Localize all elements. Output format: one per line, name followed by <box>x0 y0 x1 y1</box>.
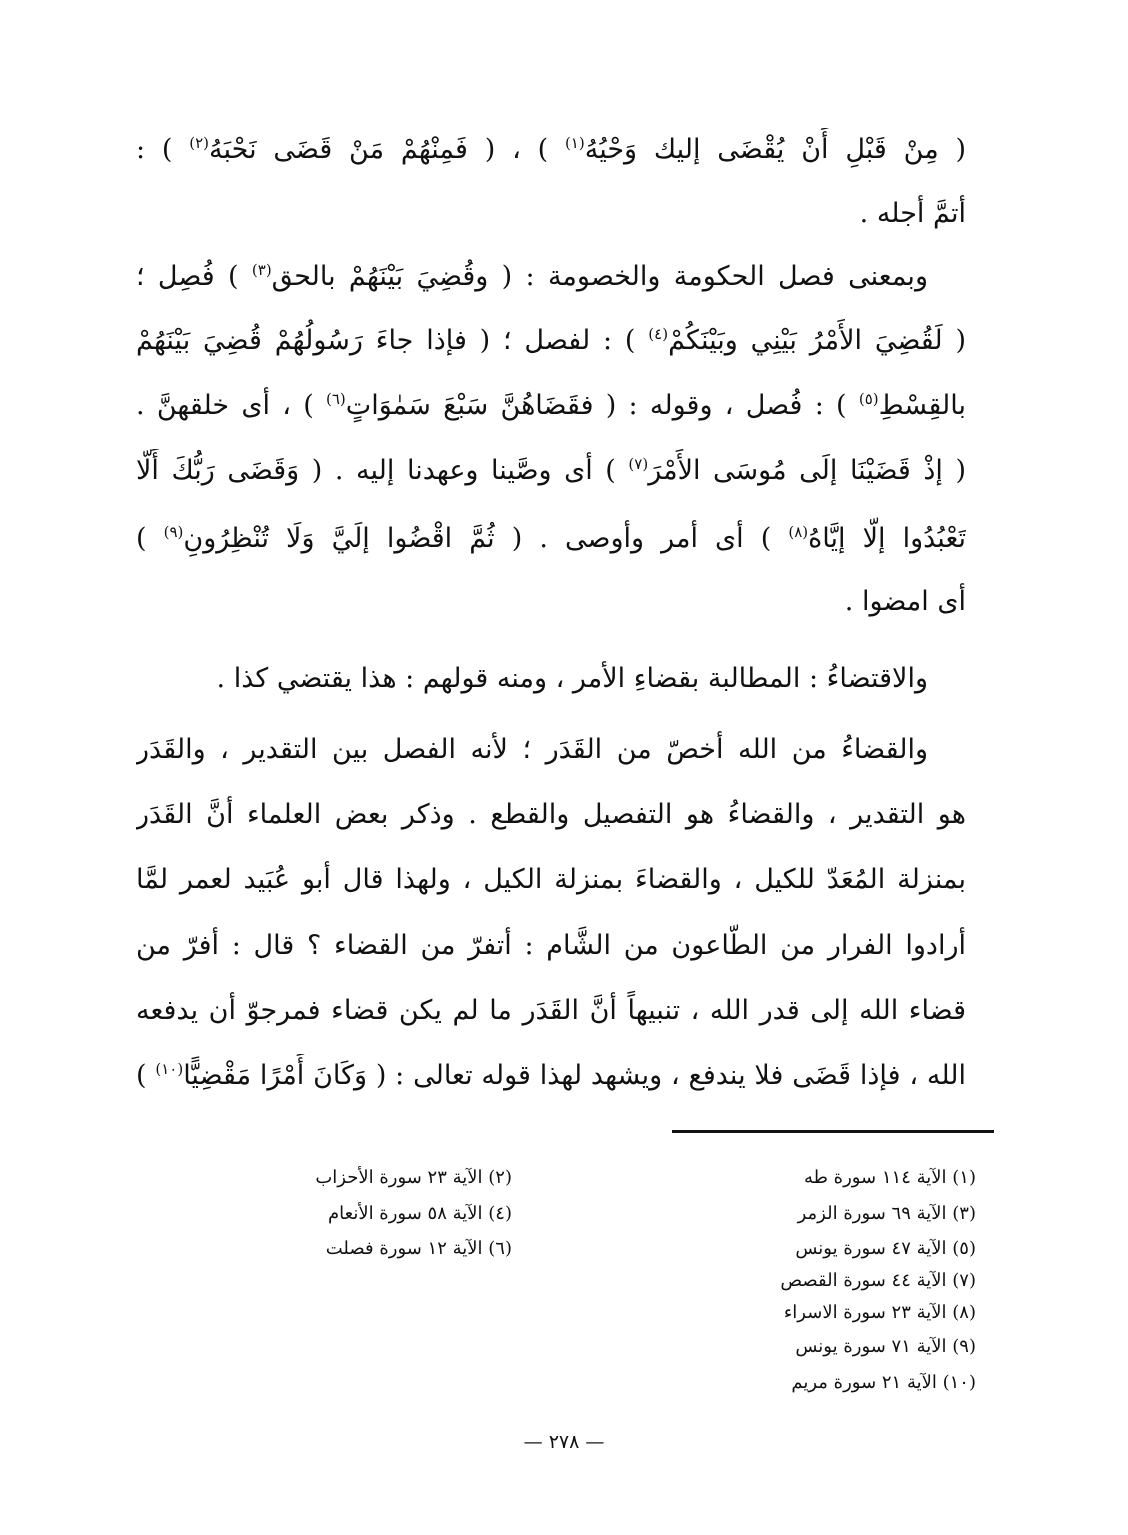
body-line-11 <box>136 793 966 837</box>
line-text: ) أى أمر وأوصى . ( ثُمَّ اقْضُوا إلَيَّ وَلَا تُنْظِرُونِ <box>183 523 772 554</box>
body-line-7 <box>136 517 966 561</box>
body-line-2 <box>136 192 966 236</box>
line-text: ) فُصِل ؛ <box>136 261 239 292</box>
footnote: (٩) الآية ٧١ سورة يونس <box>795 1336 976 1357</box>
line-text: ) : لفصل ؛ ( فإذا جاءَ رَسُولُهُمْ قُضِيَ بَيْنَهُمْ <box>136 325 636 356</box>
body-line-3 <box>136 255 966 299</box>
footnote: (٥) الآية ٤٧ سورة يونس <box>795 1238 976 1259</box>
footnote: (١٠) الآية ٢١ سورة مريم <box>791 1372 976 1393</box>
footnote-ref: (٧) <box>628 455 649 473</box>
line-text: ) : فُصل ، وقوله : ( فقَضَاهُنَّ سَبْعَ سَمٰوَاتٍ <box>345 390 847 421</box>
footnote: (٢) الآية ٢٣ سورة الأحزاب <box>315 1167 512 1188</box>
line-text: ( إذْ قَضَيْنَا إلَى مُوسَى الأَمْرَ <box>648 455 966 486</box>
page-number: — ٢٧٨ — <box>523 1431 605 1453</box>
line-text: ( لَقُضِيَ الأَمْرُ بَيْنِي وبَيْنَكُمْ <box>668 325 966 356</box>
line-text: والقضاءُ من الله أخصّ من القَدَر ؛ لأنه الفصل بين التقدير ، والقَدَر <box>136 734 928 765</box>
line-text: ) : <box>136 134 173 165</box>
body-line-15 <box>136 1054 966 1098</box>
body-line-8 <box>136 580 966 624</box>
footnote-ref: (٢) <box>189 134 210 152</box>
line-text: ) ، أى خلقهنَّ . <box>136 390 314 421</box>
footnote: (٦) الآية ١٢ سورة فصلت <box>325 1238 512 1259</box>
line-text: بالقِسْطِ <box>878 390 966 421</box>
footnote-ref: (١) <box>564 134 585 152</box>
footnote: (٤) الآية ٥٨ سورة الأنعام <box>328 1203 512 1224</box>
body-line-13 <box>136 924 966 968</box>
footnote: (٧) الآية ٤٤ سورة القصص <box>780 1270 976 1291</box>
footnote-ref: (٩) <box>163 523 184 541</box>
line-text: بمنزلة المُعَدّ للكيل ، والقضاءَ بمنزلة الكيل ، ولهذا قال أبو عُبَيد لعمر لمَّا <box>136 864 966 895</box>
line-text: قضاء الله إلى قدر الله ، تنبيهاً أنَّ القَدَر ما لم يكن قضاء فمرجوّ أن يدفعه <box>136 995 966 1026</box>
footnote-ref: (٣) <box>251 261 272 279</box>
line-text: وبمعنى فصل الحكومة والخصومة : ( وقُضِيَ بَيْنَهُمْ بالحق <box>271 261 928 292</box>
line-text: ( مِنْ قَبْلِ أَنْ يُقْضَى إليك وَحْيُهُ <box>584 134 966 165</box>
line-text: ) <box>136 1060 147 1091</box>
body-line-4 <box>136 319 966 363</box>
body-line-1 <box>136 128 966 172</box>
body-line-9 <box>136 657 966 701</box>
line-text: ) أى وصَّينا وعهدنا إليه . ( وَقَضَى رَبُّكَ أَلَّا <box>136 455 616 486</box>
footnote-ref: (٨) <box>788 523 809 541</box>
line-text: هو التقدير ، والقضاءُ هو التفصيل والقطع . وذكر بعض العلماء أنَّ القَدَر <box>136 799 966 830</box>
line-text: الله ، فإذا قَضَى فلا يندفع ، ويشهد لهذا قوله تعالى : ( وَكَانَ أَمْرًا مَقْضِيًّا <box>183 1060 966 1091</box>
line-text: ) ، ( فَمِنْهُمْ مَنْ قَضَى نَحْبَهُ <box>209 134 549 165</box>
body-line-5 <box>136 384 966 428</box>
footnote-ref: (٦) <box>326 390 346 408</box>
body-line-10 <box>136 728 966 772</box>
line-text: أى امضوا . <box>844 586 966 617</box>
line-text: أتمَّ أجله . <box>859 198 966 229</box>
footnote-divider <box>672 1130 994 1133</box>
line-text: أرادوا الفرار من الطَّاعون من الشَّام : أتفرّ من القضاء ؟ قال : أفرّ من <box>136 930 966 961</box>
footnote: (٨) الآية ٢٣ سورة الاسراء <box>783 1302 976 1323</box>
line-text: والاقتضاءُ : المطالبة بقضاءِ الأمر ، ومنه قولهم : هذا يقتضي كذا . <box>216 663 928 694</box>
body-line-6 <box>136 449 966 493</box>
footnote-ref: (٥) <box>858 390 879 408</box>
line-text: تَعْبُدُوا إلَّا إيَّاهُ <box>808 523 966 554</box>
line-text: ) <box>136 523 147 554</box>
footnote: (١) الآية ١١٤ سورة طه <box>803 1167 976 1188</box>
footnote-ref: (٤) <box>648 325 669 343</box>
body-line-12 <box>136 858 966 902</box>
body-line-14 <box>136 989 966 1033</box>
footnote: (٣) الآية ٦٩ سورة الزمر <box>797 1203 976 1224</box>
footnote-ref: (١٠) <box>155 1060 184 1078</box>
